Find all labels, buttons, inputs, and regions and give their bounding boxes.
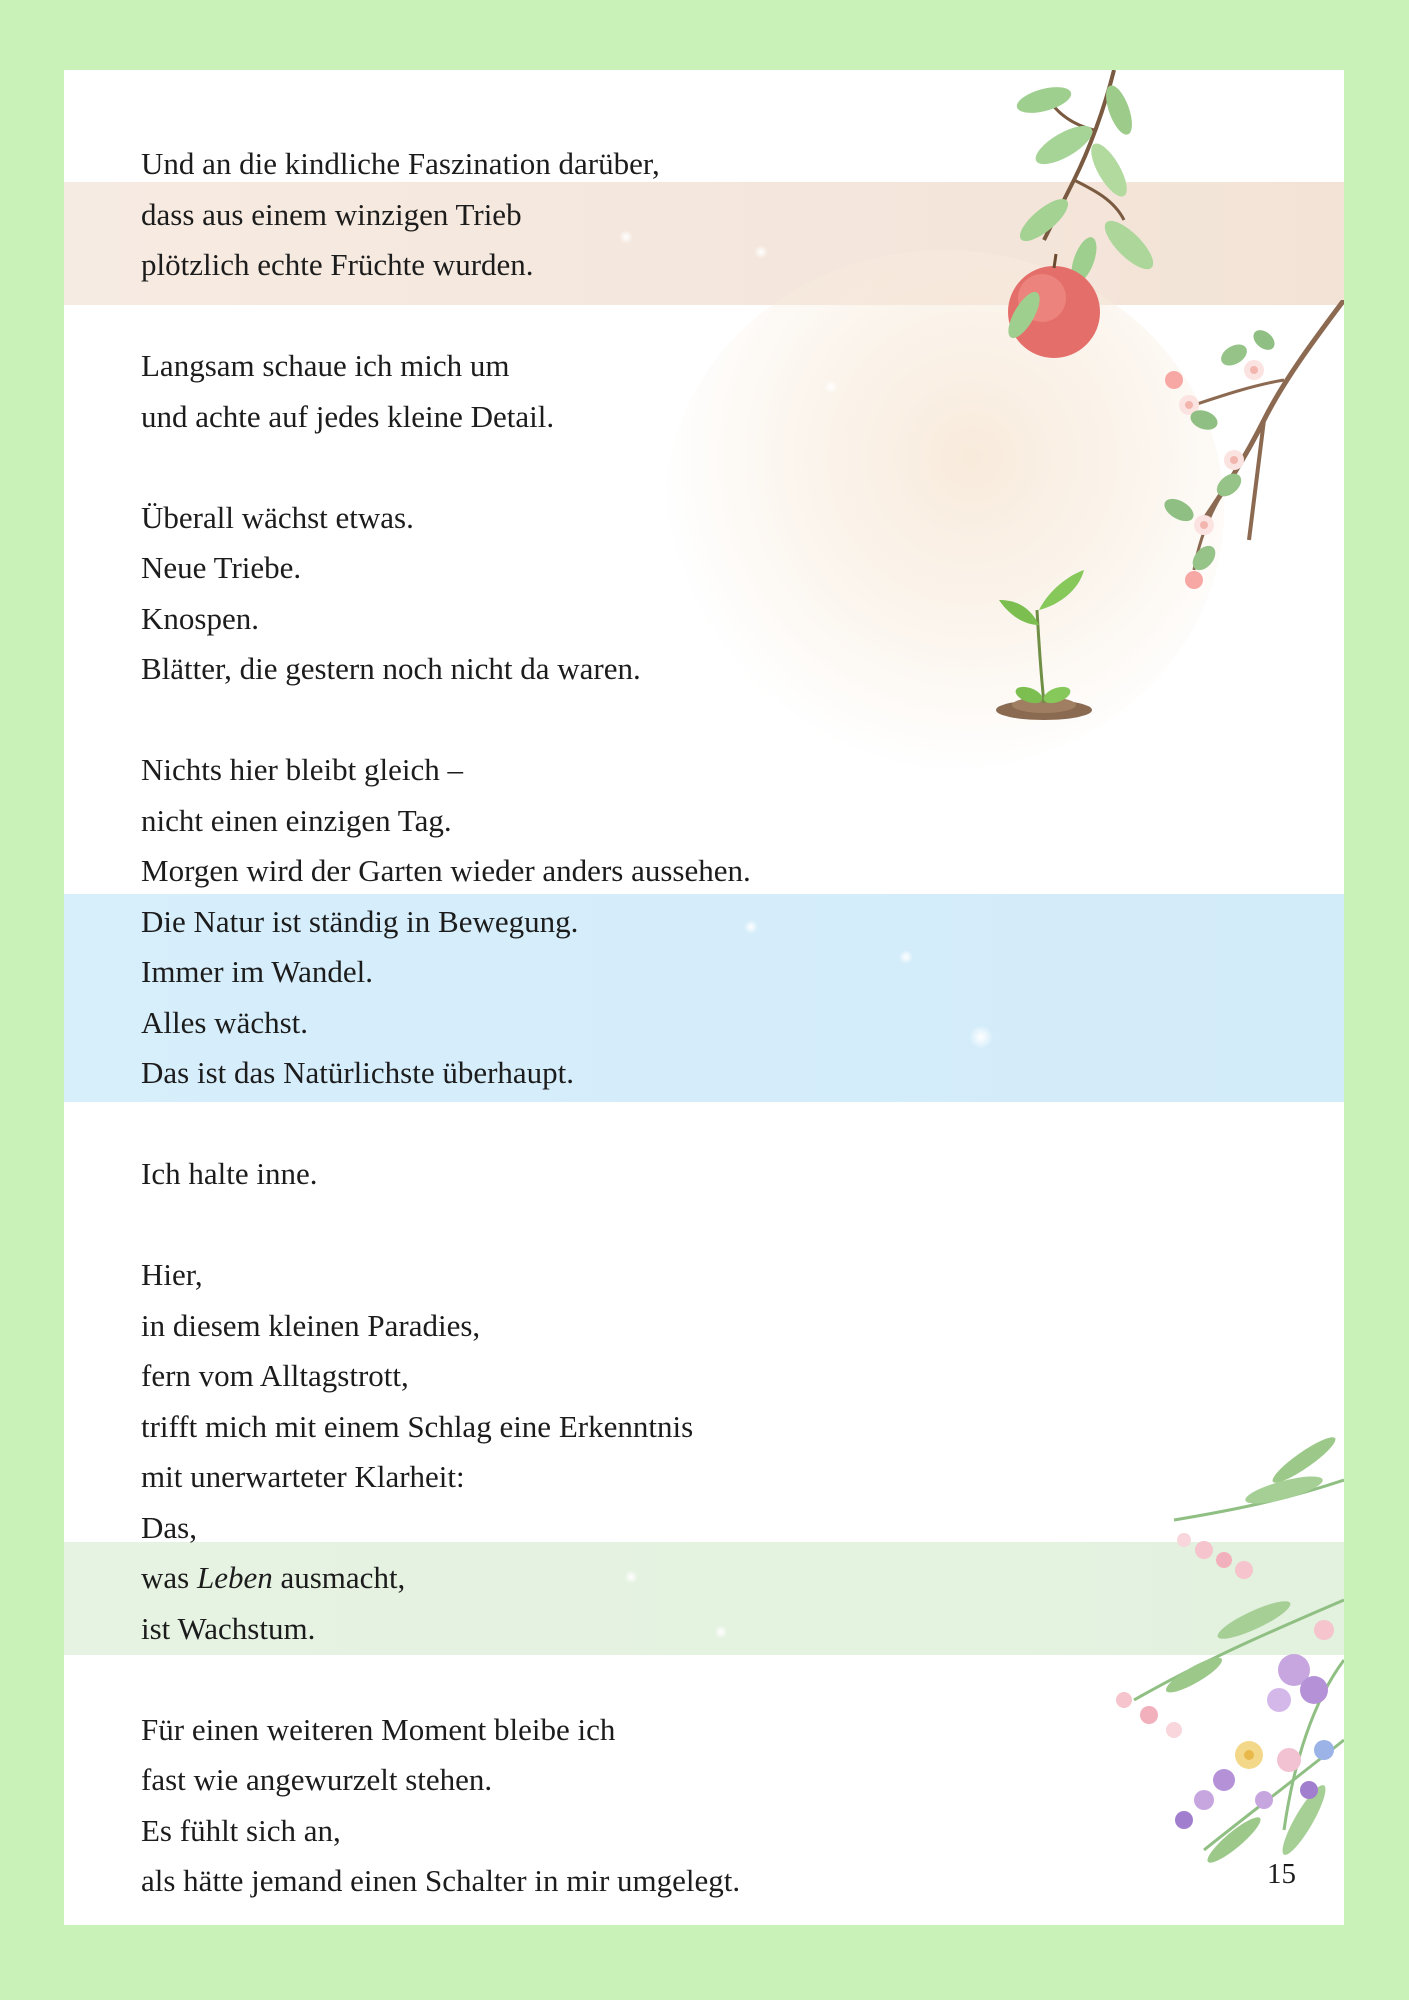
poem-line: nicht einen einzigen Tag. — [141, 802, 452, 838]
poem-line: Ich halte inne. — [141, 1156, 318, 1191]
poem-line: Und an die kindliche Faszination darüber, — [141, 146, 660, 181]
poem-line: Für einen weiteren Moment bleibe ich — [141, 1711, 616, 1747]
poem-line: Alles wächst. — [141, 1004, 309, 1040]
poem-line: fern vom Alltagstrott, — [141, 1358, 409, 1393]
book-page — [64, 70, 1344, 1925]
stanza — [141, 493, 1041, 695]
page-number: 15 — [1267, 1858, 1296, 1890]
poem-line: Morgen wird der Garten wieder anders aussehen. — [141, 853, 751, 888]
emphasis-word: Leben — [196, 1560, 273, 1595]
poem-line: und achte auf jedes kleine Detail. — [141, 398, 555, 434]
poem-line: Das, — [141, 1509, 197, 1545]
poem-line: Langsam schaue ich mich um — [141, 348, 510, 383]
poem-line: Überall wächst etwas. — [141, 499, 414, 535]
poem-line: Hier, — [141, 1257, 203, 1292]
wildflower-bouquet-icon — [1054, 1400, 1344, 1925]
stanza — [141, 1149, 1041, 1200]
poem-line: dass aus einem winzigen Trieb — [141, 196, 522, 232]
poem-line: Nichts hier bleibt gleich – — [141, 752, 463, 787]
poem-line: Die Natur ist ständig in Bewegung. — [141, 903, 579, 939]
poem-line: in diesem kleinen Paradies, — [141, 1307, 481, 1343]
poem-line: Knospen. — [141, 600, 259, 636]
poem-text — [141, 139, 1041, 1925]
poem-line: Immer im Wandel. — [141, 954, 373, 989]
poem-line: trifft mich mit einem Schlag eine Erkenntnis — [141, 1408, 694, 1444]
seedling-icon — [989, 565, 1099, 725]
poem-line: ist Wachstum. — [141, 1610, 316, 1646]
poem-line: mit unerwarteter Klarheit: — [141, 1459, 465, 1494]
poem-line: als hätte jemand einen Schalter in mir umgelegt. — [141, 1863, 741, 1898]
stanza — [141, 1250, 1041, 1654]
poem-line-emphasis — [141, 1553, 1041, 1604]
stanza — [141, 341, 1041, 442]
stanza — [141, 745, 1041, 897]
poem-line: Neue Triebe. — [141, 550, 302, 585]
poem-line: plötzlich echte Früchte wurden. — [141, 247, 534, 282]
stanza — [141, 1705, 1041, 1907]
poem-line: Das ist das Natürlichste überhaupt. — [141, 1055, 575, 1090]
stanza — [141, 139, 1041, 291]
emphasis-after: ausmacht, — [272, 1560, 406, 1595]
blossom-branch-icon — [1134, 300, 1344, 620]
poem-line: Es fühlt sich an, — [141, 1812, 341, 1848]
poem-line: fast wie angewurzelt stehen. — [141, 1762, 493, 1797]
stanza — [141, 897, 1041, 1099]
emphasis-before: was — [141, 1560, 197, 1595]
poem-line: Blätter, die gestern noch nicht da waren. — [141, 651, 641, 686]
